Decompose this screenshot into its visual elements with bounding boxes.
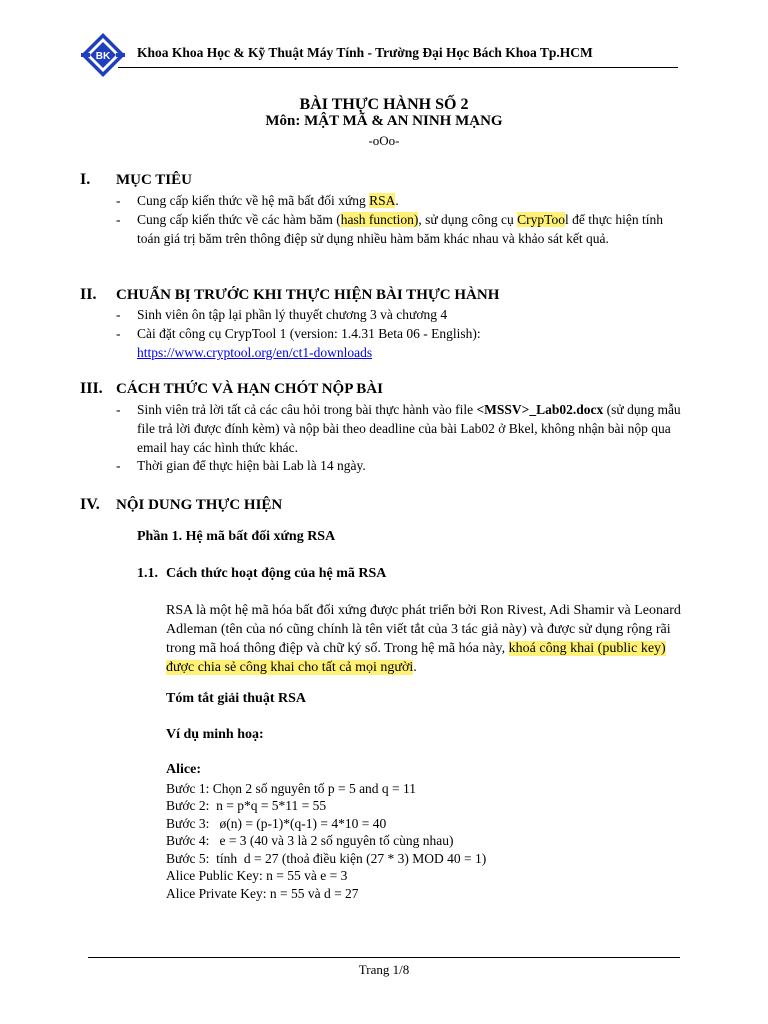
section-1-number: I. [80,171,91,188]
example-step: Bước 5: tính d = 27 (thoả điều kiện (27 * 3) MOD 40 = 1) [166,851,487,866]
part-1-title: Phần 1. Hệ mã bất đối xứng RSA [137,529,336,544]
alice-label: Alice: [166,762,201,777]
footer-divider [88,957,680,958]
example-step: Bước 1: Chọn 2 số nguyên tố p = 5 and q = 11 [166,781,417,796]
rsa-summary-label: Tóm tắt giải thuật RSA [166,691,307,706]
list-item: - Cài đặt công cụ CrypTool 1 (version: 1.4.31 Beta 06 - English): https://www.cryptool.org/en/ct1-downloads [116,326,481,360]
section-3-title: CÁCH THỨC VÀ HẠN CHÓT NỘP BÀI [116,381,383,397]
logo-text: BK [95,51,111,62]
list-item: - Cung cấp kiến thức về hệ mã bất đối xứng RSA. [116,193,399,208]
section-4-number: IV. [80,496,100,513]
title-separator: -oOo- [368,133,400,148]
section-2-number: II. [80,286,97,303]
example-step: Bước 4: e = 3 (40 và 3 là 2 số nguyên tố cùng nhau) [166,833,454,848]
subsection-title: Cách thức hoạt động của hệ mã RSA [166,566,387,581]
university-logo-icon [80,32,126,78]
example-step: Alice Private Key: n = 55 và d = 27 [166,886,359,901]
list-item: - Sinh viên ôn tập lại phần lý thuyết chương 3 và chương 4 [116,307,448,322]
document-title: BÀI THỰC HÀNH SỐ 2 [299,96,469,113]
section-4-title: NỘI DUNG THỰC HIỆN [116,497,283,513]
header-text: Khoa Khoa Học & Kỹ Thuật Máy Tính - Trường Đại Học Bách Khoa Tp.HCM [137,45,593,60]
subsection-number: 1.1. [137,566,158,581]
list-item: - Cung cấp kiến thức về các hàm băm (hash function), sử dụng công cụ CrypTool để thực hiện tính toán giá trị băm trên thông điệp sử dụng nhiều hàm băm khác nhau và khảo sát kết quả. [116,212,664,246]
rsa-description-paragraph: RSA là một hệ mã hóa bất đối xứng được phát triển bởi Ron Rivest, Adi Shamir và Leonard Adleman (tên của nó cũng chính là tên viết tắt của 3 tác giả này) và được sử dụng rộng rãi trong mã hoá thông điệp và chữ ký số. Trong hệ mã hóa này, khoá công khai (public key) được chia sẻ công khai cho tất cả mọi người. [166,603,681,675]
example-step: Bước 3: ø(n) = (p-1)*(q-1) = 4*10 = 40 [166,816,387,831]
document-subtitle: Môn: MẬT MÃ & AN NINH MẠNG [265,113,503,129]
list-item: - Thời gian để thực hiện bài Lab là 14 ngày. [116,458,366,473]
cryptool-download-link[interactable]: https://www.cryptool.org/en/ct1-downloads [137,345,373,360]
section-1-title: MỤC TIÊU [116,172,192,188]
example-step: Alice Public Key: n = 55 và e = 3 [166,868,348,883]
section-2-title: CHUẨN BỊ TRƯỚC KHI THỰC HIỆN BÀI THỰC HÀNH [116,287,500,303]
section-3-number: III. [80,380,103,397]
page-number: Trang 1/8 [358,962,410,977]
example-step: Bước 2: n = p*q = 5*11 = 55 [166,798,327,813]
example-label: Ví dụ minh hoạ: [166,727,264,742]
header-divider [118,67,678,68]
list-item: - Sinh viên trả lời tất cả các câu hỏi trong bài thực hành vào file <MSSV>_Lab02.docx (sử dụng mẫu file trả lời được đính kèm) và nộp bài theo deadline của bài Lab02 ở Bkel, không nhận bài nộp qua email hay các hình thức khác. [116,402,681,455]
